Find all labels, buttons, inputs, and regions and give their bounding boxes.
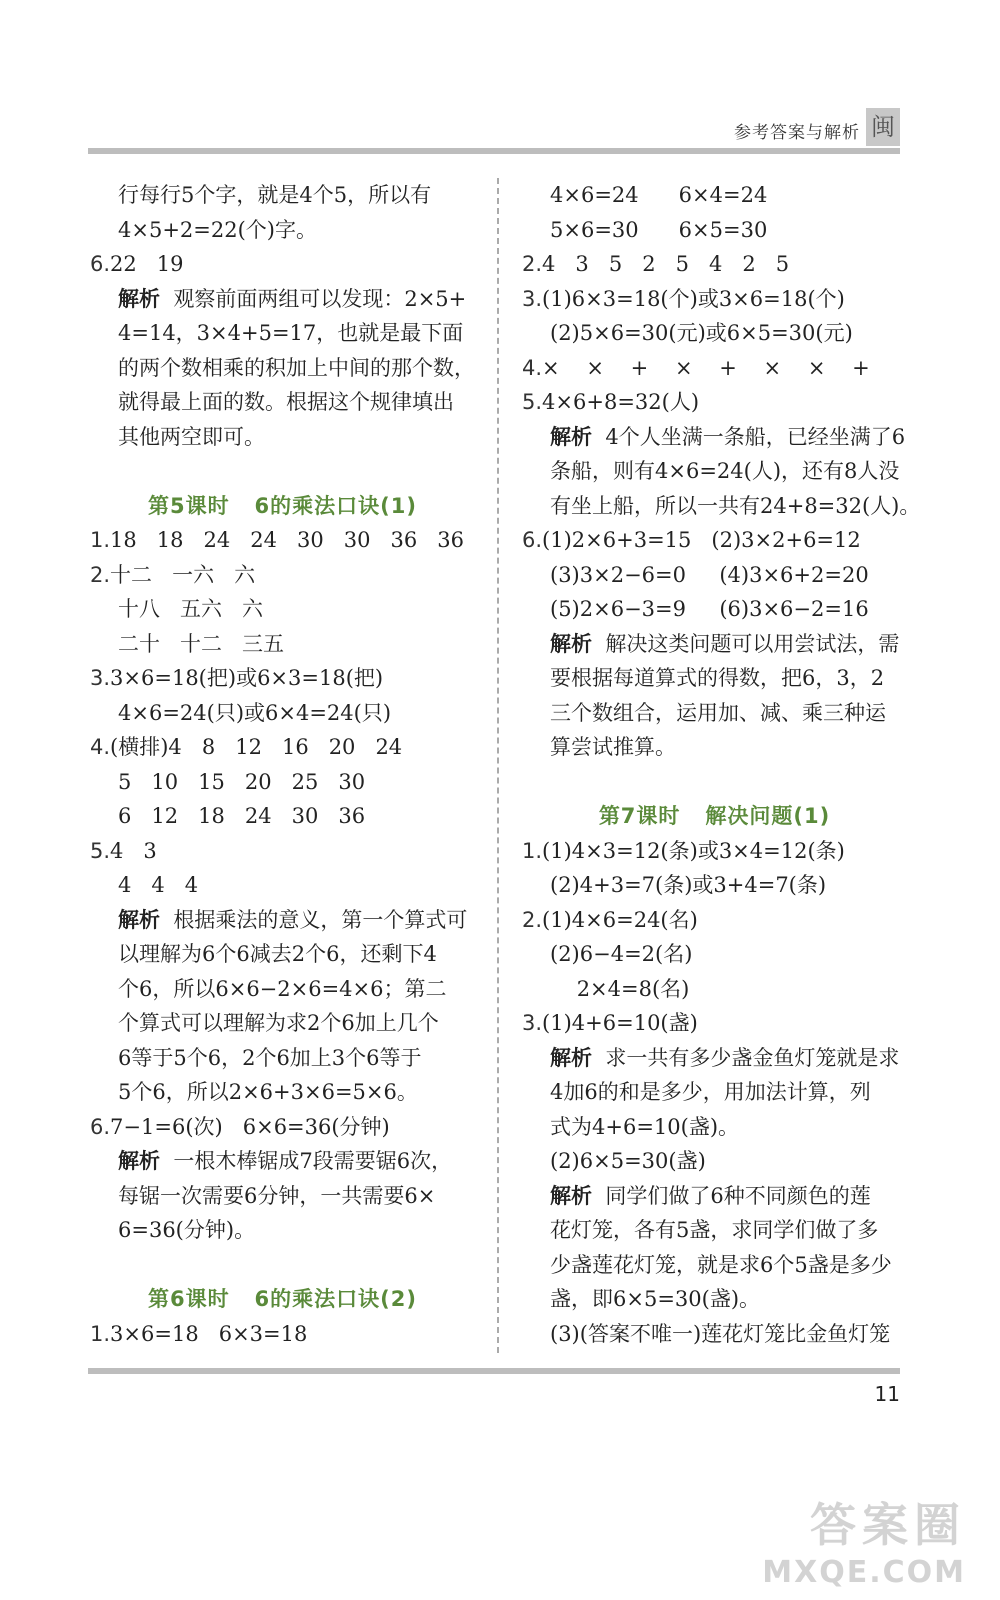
answer-text: 算尝试推算。: [550, 735, 676, 759]
answer-line: [522, 834, 907, 869]
answer-text: × × + × + × × +: [542, 355, 870, 380]
answer-text: 4加6的和是多少，用加法计算，列: [550, 1080, 871, 1104]
answer-line: [90, 247, 475, 282]
answer-text: 4×6=24(只)或6×4=24(只): [118, 700, 392, 725]
answer-line: [522, 903, 907, 938]
answer-text: 4个人坐满一条船，已经坐满了6: [592, 424, 906, 449]
answer-line: [522, 972, 907, 1007]
lesson-title: 第5课时 6的乘法口诀(1): [148, 493, 417, 518]
question-number: 1.: [522, 838, 543, 863]
answer-line: [522, 523, 907, 558]
answer-line: [90, 1041, 475, 1076]
answer-line: [522, 351, 907, 386]
question-number: 3.: [522, 286, 543, 311]
watermark: [762, 1489, 966, 1590]
question-number: 4.: [90, 735, 111, 759]
analysis-label: 解析: [550, 1045, 592, 1070]
question-number: 5.: [522, 390, 543, 414]
answer-text: 花灯笼，各有5盏，求同学们做了多: [550, 1218, 879, 1242]
column-divider: [497, 178, 499, 1353]
answer-line: [522, 489, 921, 524]
answer-line: [90, 558, 475, 593]
answer-line: [522, 1144, 907, 1179]
answer-text: 6 12 18 24 30 36: [118, 804, 366, 828]
answer-text: 个6，所以6×6−2×6=4×6；第二: [118, 976, 447, 1001]
answer-line: [90, 1213, 475, 1248]
answer-text: 二十 十二 三五: [118, 631, 285, 656]
spacer: [90, 1248, 475, 1283]
answer-text: 十二 一六 六: [110, 562, 256, 587]
answer-text: 4 3 5 2 5 4 2 5: [542, 252, 790, 276]
running-header: 参考答案与解析: [734, 123, 860, 143]
answer-text: (横排)4 8 12 16 20 24: [110, 735, 403, 759]
answer-line: [90, 730, 475, 765]
answer-text: 少盏莲花灯笼，就是求6个5盏是多少: [550, 1252, 892, 1277]
analysis-line: [522, 420, 907, 455]
answer-line: [90, 1110, 475, 1145]
spacer: [522, 765, 907, 800]
answer-line: [522, 592, 907, 627]
answer-line: [90, 1075, 475, 1110]
lesson-title: 第7课时 解决问题(1): [598, 804, 831, 828]
answer-line: [90, 765, 475, 800]
answer-line: [90, 1006, 475, 1041]
answer-text: 行每行5个字，就是4个5，所以有: [118, 183, 432, 207]
answer-line: [90, 972, 475, 1007]
answer-text: (1)2×6+3=15 (2)3×2+6=12: [542, 528, 861, 552]
question-number: 6.: [90, 1114, 111, 1139]
answer-text: 根据乘法的意义，第一个算式可: [160, 907, 468, 932]
analysis-line: [522, 1179, 907, 1214]
answer-text: 求一共有多少盏金鱼灯笼就是求: [592, 1045, 900, 1070]
answer-text: (3)(答案不唯一)莲花灯笼比金鱼灯笼: [550, 1321, 891, 1346]
answer-line: [522, 213, 907, 248]
answer-text: 6等于5个6，2个6加上3个6等于: [118, 1045, 422, 1070]
answer-line: [522, 316, 907, 351]
answer-line: [522, 661, 907, 696]
answer-text: (3)3×2−6=0 (4)3×6+2=20: [550, 562, 869, 587]
answer-line: [522, 696, 907, 731]
analysis-line: [522, 1041, 907, 1076]
answer-text: 4=14，3×4+5=17，也就是最下面: [118, 321, 464, 345]
spacer: [90, 454, 475, 489]
answer-line: [90, 627, 475, 662]
answer-line: [522, 558, 907, 593]
right-column: [522, 178, 921, 1351]
question-number: 6.: [522, 528, 543, 552]
answer-line: [90, 316, 475, 351]
bottom-rule: [88, 1368, 900, 1374]
answer-text: 要根据每道算式的得数，把6，3，2: [550, 666, 885, 690]
answer-line: [90, 868, 475, 903]
answer-text: 条船，则有4×6=24(人)，还有8人没: [550, 459, 900, 483]
analysis-line: [90, 1144, 475, 1179]
answer-text: (2)6−4=2(名): [550, 942, 693, 966]
analysis-label: 解析: [550, 631, 592, 656]
top-rule: [88, 148, 900, 154]
answer-line: [522, 1110, 907, 1145]
answer-line: [90, 213, 475, 248]
answer-text: (2)4+3=7(条)或3+4=7(条): [550, 873, 827, 897]
answer-line: [522, 868, 907, 903]
question-number: 5.: [90, 838, 111, 863]
answer-line: [522, 1282, 907, 1317]
answer-text: 6=36(分钟)。: [118, 1218, 256, 1242]
answer-text: (5)2×6−3=9 (6)3×6−2=16: [550, 597, 869, 621]
answer-line: [90, 385, 475, 420]
answer-line: [90, 178, 475, 213]
answer-line: [90, 799, 475, 834]
answer-text: 观察前面两组可以发现：2×5+: [160, 286, 467, 311]
lesson-title: 第6课时 6的乘法口诀(2): [148, 1287, 417, 1311]
question-number: 4.: [522, 355, 543, 380]
answer-text: 3×6=18 6×3=18: [110, 1321, 308, 1346]
watermark-text: 答案圈: [810, 1498, 966, 1552]
answer-text: 5个6，所以2×6+3×6=5×6。: [118, 1080, 418, 1104]
answer-text: 以理解为6个6减去2个6，还剩下4: [118, 942, 437, 966]
answer-text: 4 3: [110, 838, 157, 863]
answer-line: [522, 937, 907, 972]
answer-text: 解决这类问题可以用尝试法，需: [592, 631, 900, 656]
analysis-line: [522, 627, 907, 662]
answer-line: [90, 420, 475, 455]
page-number: 11: [874, 1382, 900, 1406]
answer-text: 2×4=8(名): [550, 976, 690, 1001]
question-number: 2.: [90, 562, 111, 587]
answer-line: [522, 1213, 907, 1248]
answer-text: 4×6=24 6×4=24: [550, 183, 768, 207]
answer-line: [90, 351, 475, 386]
answer-line: [90, 834, 475, 869]
answer-line: [522, 1248, 907, 1283]
answer-text: 三个数组合，运用加、减、乘三种运: [550, 700, 886, 725]
answer-text: 18 18 24 24 30 30 36 36: [110, 528, 465, 552]
question-number: 3.: [90, 666, 111, 690]
province-badge-icon: 闽: [866, 108, 900, 146]
question-number: 3.: [522, 1011, 543, 1035]
answer-text: 盏，即6×5=30(盏)。: [550, 1287, 761, 1311]
answer-text: 就得最上面的数。根据这个规律填出: [118, 390, 454, 414]
answer-text: (2)6×5=30(盏): [550, 1149, 706, 1173]
answer-text: 式为4+6=10(盏)。: [550, 1114, 740, 1139]
answer-line: [90, 696, 475, 731]
question-number: 1.: [90, 1321, 111, 1346]
analysis-label: 解析: [118, 907, 160, 932]
answer-text: 同学们做了6种不同颜色的莲: [592, 1183, 871, 1208]
answer-line: [522, 247, 907, 282]
answer-text: 5 10 15 20 25 30: [118, 769, 366, 794]
answer-line: [90, 523, 475, 558]
answer-text: 3×6=18(把)或6×3=18(把): [110, 666, 384, 690]
answer-line: [90, 592, 475, 627]
answer-text: 4×5+2=22(个)字。: [118, 217, 317, 242]
answer-line: [522, 385, 907, 420]
answer-line: [90, 1317, 475, 1352]
question-number: 1.: [90, 528, 111, 552]
answer-line: [522, 730, 907, 765]
answer-text: 有坐上船，所以一共有24+8=32(人)。: [550, 493, 921, 518]
answer-text: (1)6×3=18(个)或3×6=18(个): [542, 286, 845, 311]
answer-text: 一根木棒锯成7段需要锯6次，: [160, 1149, 453, 1173]
analysis-label: 解析: [118, 1149, 160, 1173]
left-column: [90, 178, 475, 1351]
answer-text: (1)4+6=10(盏): [542, 1011, 698, 1035]
answer-line: [90, 661, 475, 696]
answer-line: [522, 1075, 907, 1110]
answer-text: (1)4×6=24(名): [542, 907, 698, 932]
question-number: 2.: [522, 907, 543, 932]
answer-text: 22 19: [110, 252, 184, 276]
watermark-url: MXQE.COM: [762, 1555, 966, 1590]
question-number: 6.: [90, 252, 111, 276]
answer-text: 5×6=30 6×5=30: [550, 217, 768, 242]
answer-text: 7−1=6(次) 6×6=36(分钟): [110, 1114, 390, 1139]
answer-text: 个算式可以理解为求2个6加上几个: [118, 1011, 439, 1035]
answer-text: 的两个数相乘的积加上中间的那个数，: [118, 355, 475, 380]
analysis-label: 解析: [118, 286, 160, 311]
answer-line: [90, 1179, 475, 1214]
analysis-label: 解析: [550, 1183, 592, 1208]
answer-text: (1)4×3=12(条)或3×4=12(条): [542, 838, 845, 863]
answer-text: 4×6+8=32(人): [542, 390, 700, 414]
analysis-line: [90, 903, 475, 938]
answer-line: [522, 1317, 907, 1352]
answer-line: [90, 937, 475, 972]
answer-text: 每锯一次需要6分钟，一共需要6×: [118, 1183, 436, 1208]
answer-text: 其他两空即可。: [118, 424, 265, 449]
answer-line: [522, 282, 907, 317]
answer-line: [522, 454, 907, 489]
answer-text: 十八 五六 六: [118, 597, 264, 621]
answer-text: 4 4 4: [118, 873, 199, 897]
analysis-line: [90, 282, 475, 317]
answer-text: (2)5×6=30(元)或6×5=30(元): [550, 321, 853, 345]
answer-line: [522, 178, 907, 213]
question-number: 2.: [522, 252, 543, 276]
analysis-label: 解析: [550, 424, 592, 449]
answer-line: [522, 1006, 907, 1041]
